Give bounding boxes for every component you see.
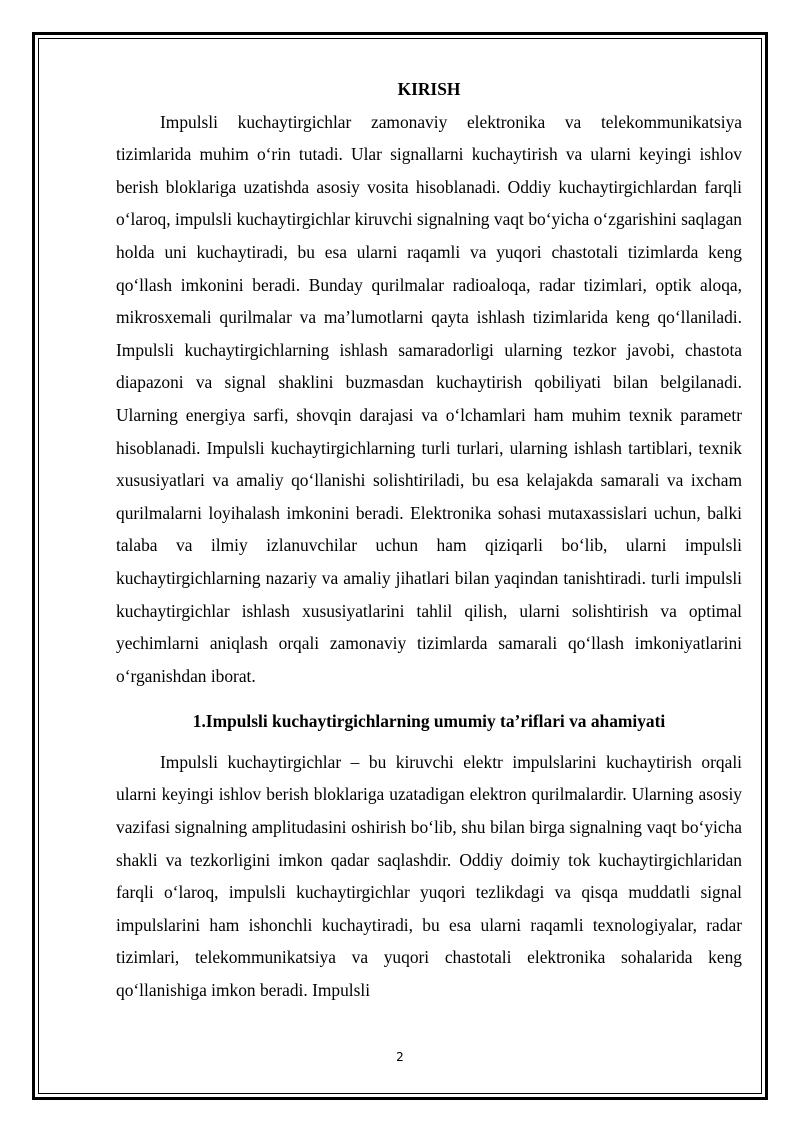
- section-heading: 1.Impulsli kuchaytirgichlarning umumiy ta’riflari va ahamiyati: [192, 711, 666, 732]
- document-title: KIRISH: [397, 79, 461, 99]
- document-body: [116, 73, 742, 1007]
- page-number: 2: [396, 1050, 404, 1064]
- section-paragraph: Impulsli kuchaytirgichlar – bu kiruvchi elektr impulslarini kuchaytirish orqali ularni keyingi ishlov berish bloklariga uzatadigan elektron qurilmalardir. Ularning asosiy vazifasi signalning amplitudasini oshirish bo‘lib, shu bilan birga signalning vaqt bo‘yicha shakli va tezkorligini imkon qadar saqlashdir. Oddiy doimiy tok kuchaytirgichlaridan farqli o‘laroq, impulsli kuchaytirgichlar yuqori tezlikdagi va qisqa muddatli signal impulslarini ham ishonchli kuchaytiradi, bu esa ularni raqamli texnologiyalar, radar tizimlari, telekommunikatsiya va yuqori chastotali elektronika sohalarida keng qo‘llanishiga imkon beradi. Impulsli: [116, 751, 742, 1001]
- intro-paragraph: Impulsli kuchaytirgichlar zamonaviy elektronika va telekommunikatsiya tizimlarida muhim o‘rin tutadi. Ular signallarni kuchaytirish va ularni keyingi ishlov berish bloklariga uzatishda asosiy vosita hisoblanadi. Oddiy kuchaytirgichlardan farqli o‘laroq, impulsli kuchaytirgichlar kiruvchi signalning vaqt bo‘yicha o‘zgarishini saqlagan holda uni kuchaytiradi, bu esa ularni raqamli va yuqori chastotali tizimlarda keng qo‘llash imkonini beradi. Bunday qurilmalar radioaloqa, radar tizimlari, optik aloqa, mikrosxemali qurilmalar va ma’lumotlarni qayta ishlash tizimlarida keng qo‘llaniladi. Impulsli kuchaytirgichlarning ishlash samaradorligi ularning tezkor javobi, chastota diapazoni va signal shaklini buzmasdan kuchaytirish qobiliyati bilan belgilanadi. Ularning energiya sarfi, shovqin darajasi va o‘lchamlari ham muhim texnik parametr hisoblanadi. Impulsli kuchaytirgichlarning turli turlari, ularning ishlash tartiblari, texnik xususiyatlari va amaliy qo‘llanishi solishtiriladi, bu esa kelajakda samarali va ixcham qurilmalarni loyihalash imkonini beradi. Elektronika sohasi mutaxassislari uchun, balki talaba va ilmiy izlanuvchilar uchun ham qiziqarli bo‘lib, ularni impulsli kuchaytirgichlarning nazariy va amaliy jihatlari bilan yaqindan tanishtiradi. turli impulsli kuchaytirgichlar ishlash xususiyatlarini tahlil qilish, ularni solishtirish va optimal yechimlarni aniqlash orqali zamonaviy tizimlarda samarali qo‘llash imkoniyatlarini o‘rganishdan iborat.: [116, 111, 742, 686]
